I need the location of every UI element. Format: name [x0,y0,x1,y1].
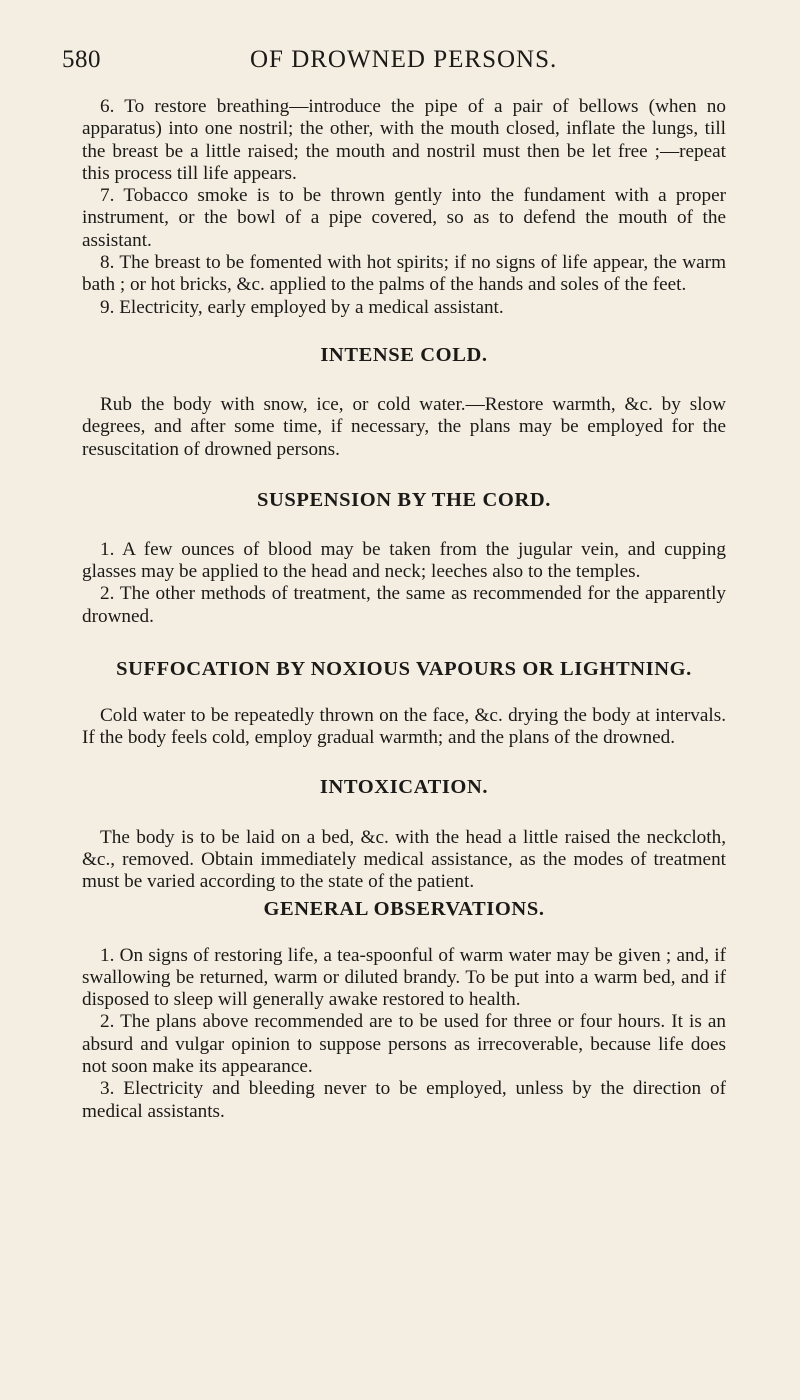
body-text [82,96,726,1123]
heading-intense-cold: INTENSE COLD. [320,343,488,366]
paragraph-general-3: 3. Electricity and bleeding never to be employed, unless by the direction of medical assistants. [82,1078,726,1122]
running-title: OF DROWNED PERSONS. [250,46,558,73]
heading-suspension-by-cord: SUSPENSION BY THE CORD. [256,488,552,511]
paragraph-breast-fomented: 8. The breast to be fomented with hot spirits; if no signs of life appear, the warm bath ; or hot bricks, &c. applied to the palms of the hands and soles of the feet. [82,252,726,296]
heading-suffocation: SUFFOCATION BY NOXIOUS VAPOURS OR LIGHTNING. [116,658,692,681]
paragraph-tobacco-smoke: 7. Tobacco smoke is to be thrown gently into the fundament with a proper instrument, or the bowl of a pipe covered, so as to defend the mouth of the assistant. [82,185,726,251]
paragraph-intoxication: The body is to be laid on a bed, &c. with the head a little raised the neckcloth, &c., removed. Obtain immediately medical assistance, as the modes of treatment must be varied according to the state of the patient. [82,826,726,893]
paragraph-restore-breathing: 6. To restore breathing—introduce the pipe of a pair of bellows (when no apparatus) into one nostril; the other, with the mouth closed, inflate the lungs, till the breast be a little raised; the mouth and nostril must then be let free ;—repeat this process till life appears. [82,96,726,184]
running-head [62,46,742,80]
paragraph-general-2: 2. The plans above recommended are to be used for three or four hours. It is an absurd and vulgar opinion to suppose persons as irrecoverable, because life does not soon make its appearance. [82,1011,726,1078]
heading-intoxication: INTOXICATION. [319,775,489,798]
paragraph-intense-cold: Rub the body with snow, ice, or cold water.—Restore warmth, &c. by slow degrees, and after some time, if necessary, the plans may be employed for the resuscitation of drowned persons. [82,393,726,460]
heading-general-observations: GENERAL OBSERVATIONS. [263,897,545,920]
page-number: 580 [62,46,101,73]
paragraph-suspension-1: 1. A few ounces of blood may be taken from the jugular vein, and cupping glasses may be applied to the head and neck; leeches also to the temples. [82,538,726,583]
paragraph-suspension-2: 2. The other methods of treatment, the same as recommended for the apparently drowned. [82,583,726,627]
paragraph-general-1: 1. On signs of restoring life, a tea-spoonful of warm water may be given ; and, if swallowing be returned, warm or diluted brandy. To be put into a warm bed, and if disposed to sleep will generally awake restored to health. [82,944,726,1011]
paragraph-electricity: 9. Electricity, early employed by a medical assistant. [100,296,504,318]
paragraph-suffocation: Cold water to be repeatedly thrown on the face, &c. drying the body at intervals. If the body feels cold, employ gradual warmth; and the plans of the drowned. [82,705,726,749]
